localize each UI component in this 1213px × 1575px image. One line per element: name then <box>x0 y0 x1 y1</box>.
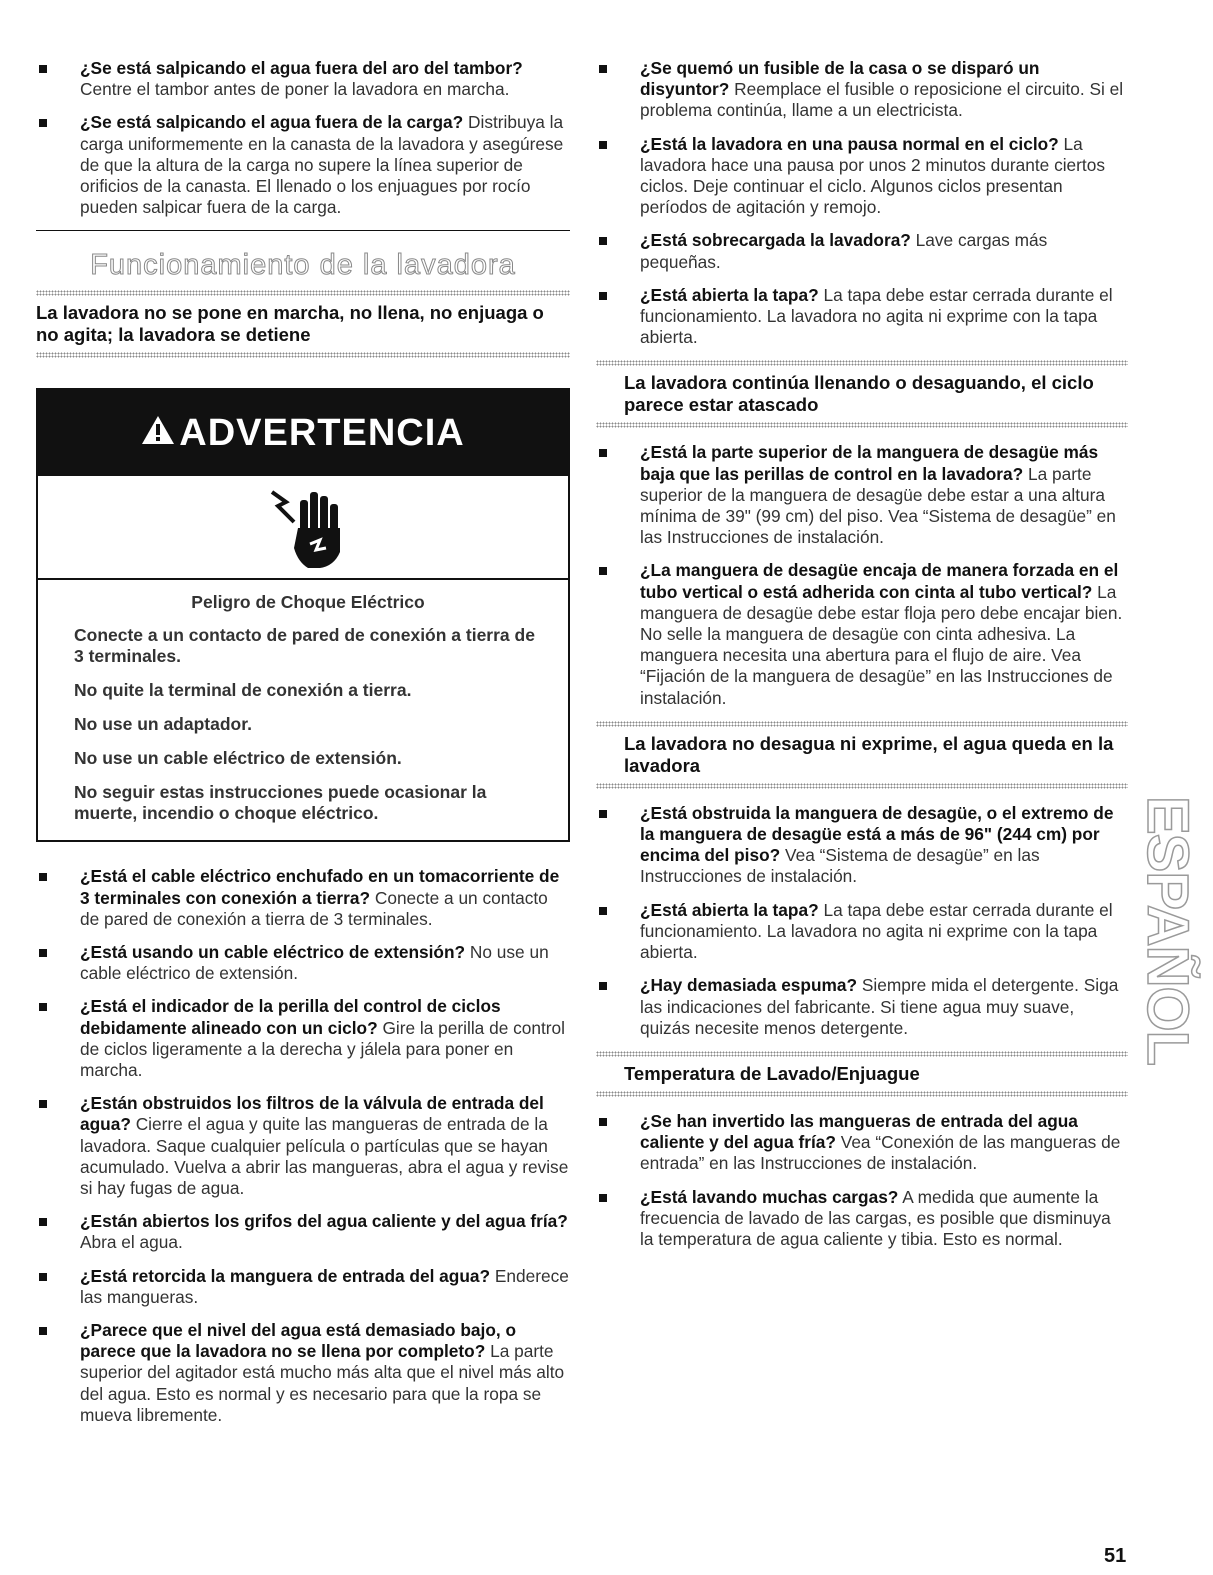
warning-line: No seguir estas instrucciones puede ocasionar la muerte, incendio o choque eléctrico. <box>74 782 487 824</box>
warning-line: Conecte a un contacto de pared de conexión a tierra de 3 terminales. <box>74 625 535 667</box>
list-item: ¿Están abiertos los grifos del agua caliente y del agua fría? Abra el agua. <box>36 1211 570 1253</box>
divider <box>36 230 570 231</box>
bullet-icon <box>39 1327 47 1335</box>
subhead: La lavadora no se pone en marcha, no llena, no enjuaga o no agita; la lavadora se detiene <box>36 302 544 346</box>
dotted-rule <box>36 290 570 296</box>
bullet-icon <box>599 449 607 457</box>
left-column <box>36 58 570 1438</box>
warning-icon-area <box>38 476 568 580</box>
left-items <box>36 866 570 1426</box>
right-items-3 <box>596 803 1128 1039</box>
warning-line: No use un adaptador. <box>74 714 252 735</box>
list-item: ¿Está lavando muchas cargas? A medida que aumente la frecuencia de lavado de las cargas, es posible que disminuya la temperatura de agua caliente y tibia. Esto es normal. <box>596 1187 1128 1251</box>
bullet-icon <box>599 237 607 245</box>
section-title: Funcionamiento de la lavadora <box>90 249 516 282</box>
top-items <box>36 58 570 218</box>
right-items-1 <box>596 58 1128 348</box>
warning-label: ADVERTENCIA <box>179 411 465 454</box>
list-item: ¿Se está salpicando el agua fuera de la carga? Distribuya la carga uniformemente en la canasta de la lavadora y asegúrese de que la altura de la carga no supere la línea superior de orificios de la canasta. El llenado o los enjuagues por rocío pueden salpicar fuera de la carga. <box>36 112 570 218</box>
warning-box <box>36 388 570 842</box>
dotted-rule <box>596 783 1128 789</box>
list-item: ¿Hay demasiada espuma? Siempre mida el detergente. Siga las indicaciones del fabricante. Si tiene agua muy suave, quizás necesite menos detergente. <box>596 975 1128 1039</box>
hazard-title: Peligro de Choque Eléctrico <box>191 592 425 613</box>
bullet-icon <box>39 873 47 881</box>
electric-shock-hand-icon <box>264 482 354 574</box>
bullet-icon <box>599 1118 607 1126</box>
dotted-rule <box>596 360 1128 366</box>
dotted-rule <box>596 721 1128 727</box>
subhead: Temperatura de Lavado/Enjuague <box>624 1062 920 1084</box>
warning-line: No use un cable eléctrico de extensión. <box>74 748 402 769</box>
list-item: ¿Parece que el nivel del agua está demasiado bajo, o parece que la lavadora no se llena por completo? La parte superior del agitador está mucho más alta que el nivel más alto del agua. Esto es normal y es necesario para que la ropa se mueva libremente. <box>36 1320 570 1426</box>
list-item: ¿Se quemó un fusible de la casa o se disparó un disyuntor? Reemplace el fusible o reposicione el circuito. Si el problema continúa, llame a un electricista. <box>596 58 1128 122</box>
bullet-icon <box>39 949 47 957</box>
warning-triangle-icon <box>141 412 175 455</box>
dotted-rule <box>596 422 1128 428</box>
bullet-icon <box>599 982 607 990</box>
bullet-icon <box>599 907 607 915</box>
bullet-icon <box>599 567 607 575</box>
page-number: 51 <box>1104 1545 1127 1567</box>
bullet-icon <box>39 1003 47 1011</box>
subhead: La lavadora no desagua ni exprime, el agua queda en la lavadora <box>624 732 1114 776</box>
bullet-icon <box>39 1273 47 1281</box>
bullet-icon <box>39 1100 47 1108</box>
subhead: La lavadora continúa llenando o desaguando, el ciclo parece estar atascado <box>624 372 1094 416</box>
bullet-icon <box>599 810 607 818</box>
warning-header <box>38 390 568 476</box>
warning-body <box>38 580 568 840</box>
list-item: ¿Está abierta la tapa? La tapa debe estar cerrada durante el funcionamiento. La lavadora no agita ni exprime con la tapa abierta. <box>596 285 1128 349</box>
list-item: ¿Se han invertido las mangueras de entrada del agua caliente y del agua fría? Vea “Conexión de las mangueras de entrada” en las Instrucciones de instalación. <box>596 1111 1128 1175</box>
list-item: ¿Está el indicador de la perilla del control de ciclos debidamente alineado con un ciclo? Gire la perilla de control de ciclos ligeramente a la derecha y jálela para poner en marcha. <box>36 996 570 1081</box>
list-item: ¿Está el cable eléctrico enchufado en un tomacorriente de 3 terminales con conexión a tierra? Conecte a un contacto de pared de conexión a tierra de 3 terminales. <box>36 866 570 930</box>
bullet-icon <box>599 141 607 149</box>
list-item: ¿Está obstruida la manguera de desagüe, o el extremo de la manguera de desagüe está a más de 96" (244 cm) por encima del piso? Vea “Sistema de desagüe” en las Instrucciones de instalación. <box>596 803 1128 888</box>
bullet-icon <box>599 1194 607 1202</box>
bullet-icon <box>39 1218 47 1226</box>
list-item: ¿Está sobrecargada la lavadora? Lave cargas más pequeñas. <box>596 230 1128 272</box>
side-language-label: ESPAÑOL <box>1135 795 1201 1065</box>
bullet-icon <box>39 119 47 127</box>
list-item: ¿La manguera de desagüe encaja de manera forzada en el tubo vertical o está adherida con cinta al tubo vertical? La manguera de desagüe debe estar floja pero debe encajar bien. No selle la manguera de desagüe con cinta adhesiva. La manguera necesita una abertura para el flujo de aire. Vea “Fijación de la manguera de desagüe” en las Instrucciones de instalación. <box>596 560 1128 708</box>
dotted-rule <box>596 1051 1128 1057</box>
right-items-4 <box>596 1111 1128 1250</box>
dotted-rule <box>596 1091 1128 1097</box>
list-item: ¿Están obstruidos los filtros de la válvula de entrada del agua? Cierre el agua y quite las mangueras de entrada de la lavadora. Saque cualquier película o partículas que se hayan acumulado. Vuelva a abrir las mangueras, abra el agua y revise si hay fugas de agua. <box>36 1093 570 1199</box>
bullet-icon <box>599 65 607 73</box>
bullet-icon <box>39 65 47 73</box>
bullet-icon <box>599 292 607 300</box>
list-item: ¿Está retorcida la manguera de entrada del agua? Enderece las mangueras. <box>36 1266 570 1308</box>
list-item: ¿Está abierta la tapa? La tapa debe estar cerrada durante el funcionamiento. La lavadora no agita ni exprime con la tapa abierta. <box>596 900 1128 964</box>
right-column <box>596 58 1128 1262</box>
list-item: ¿Está usando un cable eléctrico de extensión? No use un cable eléctrico de extensión. <box>36 942 570 984</box>
warning-line: No quite la terminal de conexión a tierra. <box>74 680 412 701</box>
list-item: ¿Se está salpicando el agua fuera del aro del tambor? Centre el tambor antes de poner la lavadora en marcha. <box>36 58 570 100</box>
dotted-rule <box>36 352 570 358</box>
right-items-2 <box>596 442 1128 708</box>
list-item: ¿Está la parte superior de la manguera de desagüe más baja que las perillas de control en la lavadora? La parte superior de la manguera de desagüe debe estar a una altura mínima de 39" (99 cm) del piso. Vea “Sistema de desagüe” en las Instrucciones de instalación. <box>596 442 1128 548</box>
list-item: ¿Está la lavadora en una pausa normal en el ciclo? La lavadora hace una pausa por unos 2 minutos durante ciertos ciclos. Deje continuar el ciclo. Algunos ciclos presentan períodos de agitación y remojo. <box>596 134 1128 219</box>
